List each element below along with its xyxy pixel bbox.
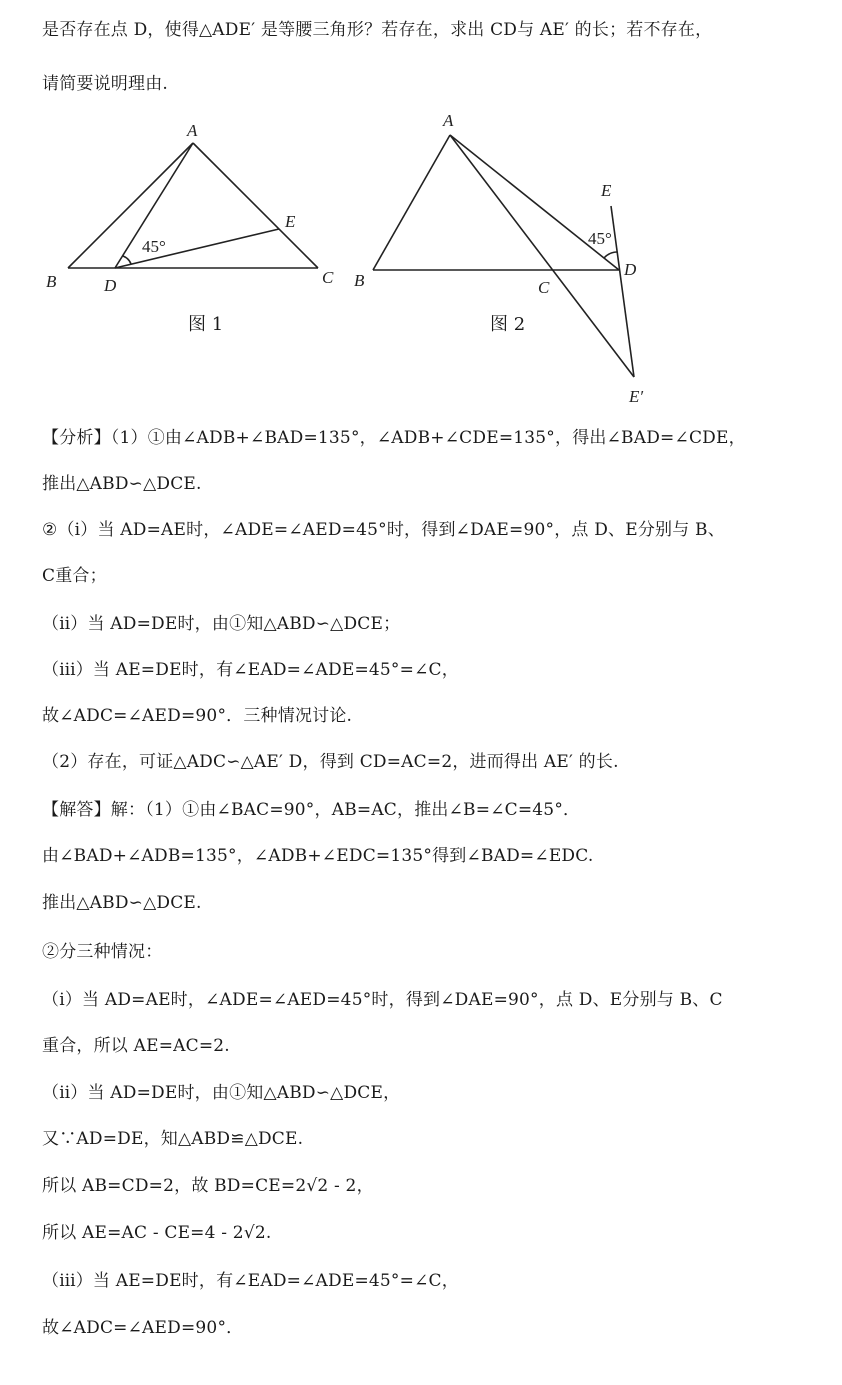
label-E-fig1: E (285, 212, 296, 231)
figure-2-caption: 图 2 (490, 314, 526, 335)
figure-1-caption: 图 1 (188, 314, 224, 335)
label-B-fig1: B (46, 272, 57, 291)
angle-label-fig1: 45° (142, 237, 166, 256)
question-line-1: 是否存在点 D，使得△ADE′ 是等腰三角形？若存在，求出 CD与 AE′ 的长；若不存在， (42, 20, 713, 40)
solution-line-5: （ⅰ）当 AD=AE时，∠ADE=∠AED=45°时，得到∠DAE=90°，点 D、E分别与 B、C (42, 990, 723, 1010)
solution-line-7: （ⅱ）当 AD=DE时，由①知△ABD∽△DCE， (42, 1083, 401, 1103)
label-B-fig2: B (354, 271, 365, 290)
solution-line-1: 【解答】解：（1）①由∠BAC=90°，AB=AC，推出∠B=∠C=45°． (42, 800, 581, 820)
angle-label-fig2: 45° (588, 229, 612, 248)
analysis-line-1: 【分析】（1）①由∠ADB+∠BAD=135°，∠ADB+∠CDE=135°，得出∠BAD=∠CDE， (42, 428, 746, 448)
solution-line-12: 故∠ADC=∠AED=90°． (42, 1318, 244, 1338)
analysis-line-3: ②（ⅰ）当 AD=AE时，∠ADE=∠AED=45°时，得到∠DAE=90°，点 D、E分别与 B、 (42, 520, 725, 540)
solution-line-2: 由∠BAD+∠ADB=135°，∠ADB+∠EDC=135°得到∠BAD=∠EDC. (42, 846, 594, 866)
solution-line-10: 所以 AE=AC - CE=4 - 2√2. (42, 1223, 272, 1243)
figure-2-lines (373, 135, 634, 377)
analysis-line-7: 故∠ADC=∠AED=90°．三种情况讨论. (42, 706, 353, 726)
label-D-fig2: D (624, 260, 637, 279)
analysis-line-8: （2）存在，可证△ADC∽△AE′ D，得到 CD=AC=2，进而得出 AE′ 的长. (42, 752, 619, 772)
solution-line-4: ②分三种情况： (42, 942, 163, 962)
analysis-line-5: （ⅱ）当 AD=DE时，由①知△ABD∽△DCE； (42, 614, 401, 634)
figure-1-lines (68, 143, 318, 268)
solution-line-6: 重合，所以 AE=AC=2. (42, 1036, 230, 1056)
analysis-line-4: C重合； (42, 566, 107, 586)
label-D-fig1: D (104, 276, 117, 295)
label-C-fig2: C (538, 278, 550, 297)
question-line-2: 请简要说明理由. (42, 74, 169, 94)
label-A-fig2: A (443, 111, 454, 130)
solution-line-8: 又∵AD=DE，知△ABD≌△DCE. (42, 1129, 304, 1149)
analysis-line-2: 推出△ABD∽△DCE. (42, 474, 202, 494)
label-C-fig1: C (322, 268, 334, 287)
figure-1 (0, 0, 842, 410)
label-Eprime-fig2: E′ (629, 387, 644, 406)
solution-line-11: （ⅲ）当 AE=DE时，有∠EAD=∠ADE=45°=∠C， (42, 1271, 459, 1291)
analysis-line-6: （ⅲ）当 AE=DE时，有∠EAD=∠ADE=45°=∠C， (42, 660, 459, 680)
solution-line-9: 所以 AB=CD=2，故 BD=CE=2√2 - 2， (42, 1176, 374, 1196)
label-A-fig1: A (187, 121, 198, 140)
label-E-fig2: E (601, 181, 612, 200)
solution-line-3: 推出△ABD∽△DCE. (42, 893, 202, 913)
